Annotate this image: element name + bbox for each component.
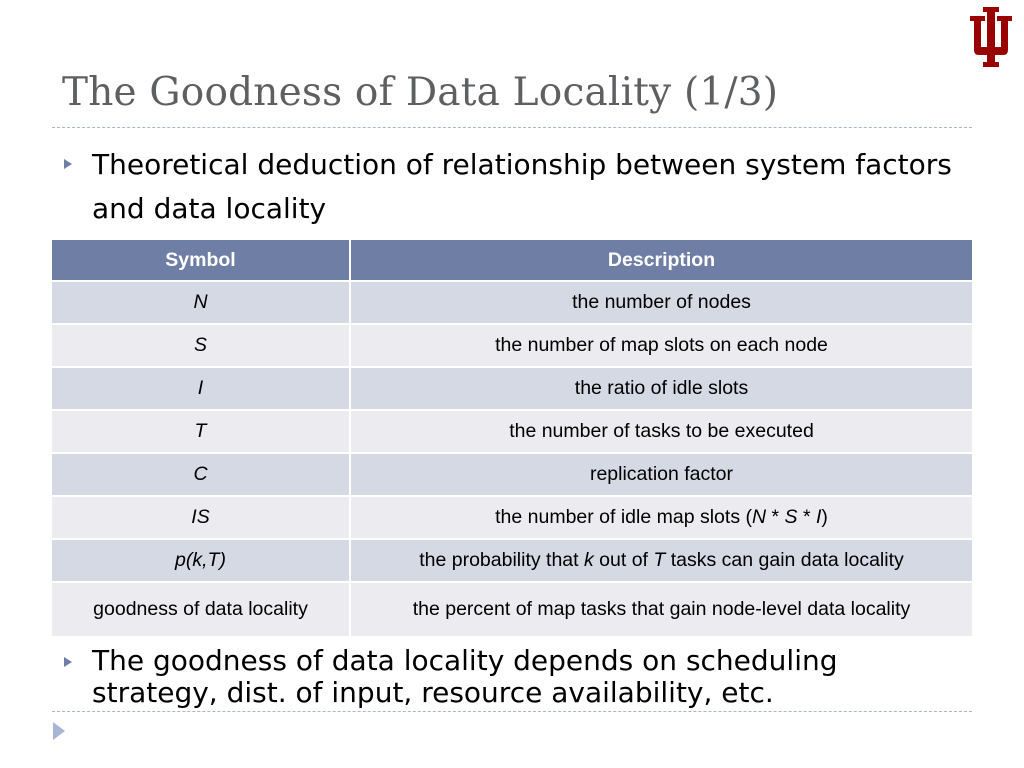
title-divider xyxy=(52,127,972,128)
column-header-description: Description xyxy=(350,240,972,281)
description-text: the probability that xyxy=(419,549,584,571)
description-text: the percent of map tasks that gain node-level data locality xyxy=(412,598,911,620)
description-text: replication factor xyxy=(589,463,734,485)
description-text: N xyxy=(751,506,767,528)
table-row xyxy=(52,453,972,496)
description-cell xyxy=(350,281,972,324)
footer-divider xyxy=(52,711,972,712)
table-row xyxy=(52,367,972,410)
table-row xyxy=(52,496,972,539)
description-text: out of xyxy=(593,549,654,571)
table-header-row xyxy=(52,240,972,281)
symbol-cell: IS xyxy=(52,496,350,539)
column-header-symbol: Symbol xyxy=(52,240,350,281)
description-text: the number of idle map slots ( xyxy=(495,506,752,528)
description-cell xyxy=(350,539,972,582)
table-row xyxy=(52,410,972,453)
description-text: * xyxy=(797,506,816,528)
description-cell xyxy=(350,324,972,367)
description-text: T xyxy=(653,549,666,571)
table-body xyxy=(52,281,972,636)
bullet-arrow-icon xyxy=(64,159,72,169)
table-row xyxy=(52,582,972,636)
table-row xyxy=(52,539,972,582)
symbol-cell: I xyxy=(52,367,350,410)
description-cell xyxy=(350,453,972,496)
symbol-cell: C xyxy=(52,453,350,496)
slide-title: The Goodness of Data Locality (1/3) xyxy=(62,70,779,115)
description-cell xyxy=(350,367,972,410)
description-cell xyxy=(350,410,972,453)
description-text: the number of nodes xyxy=(572,291,751,313)
description-text: S xyxy=(784,506,798,528)
description-text: tasks can gain data locality xyxy=(665,549,904,571)
description-text: * xyxy=(766,506,785,528)
description-text: I xyxy=(815,506,822,528)
symbol-cell: N xyxy=(52,281,350,324)
description-text: the number of map slots on each node xyxy=(495,334,828,356)
bullet-text: Theoretical deduction of relationship between system factors and data locality xyxy=(92,148,952,225)
symbol-cell: S xyxy=(52,324,350,367)
description-cell xyxy=(350,496,972,539)
symbol-cell: goodness of data locality xyxy=(52,582,350,636)
description-text: k xyxy=(584,549,594,571)
description-text: ) xyxy=(821,506,828,528)
table-row xyxy=(52,324,972,367)
description-cell xyxy=(350,582,972,636)
symbol-cell: T xyxy=(52,410,350,453)
description-text: the ratio of idle slots xyxy=(574,377,749,399)
next-slide-arrow-icon[interactable] xyxy=(53,722,65,740)
bullet-text: The goodness of data locality depends on scheduling strategy, dist. of input, resource availability, etc. xyxy=(92,644,838,709)
symbol-cell: p(k,T) xyxy=(52,539,350,582)
trident-logo-icon xyxy=(966,7,1016,67)
description-text: the number of tasks to be executed xyxy=(509,420,814,442)
bullet-arrow-icon xyxy=(64,657,72,667)
table-row xyxy=(52,281,972,324)
symbol-table xyxy=(52,240,972,636)
